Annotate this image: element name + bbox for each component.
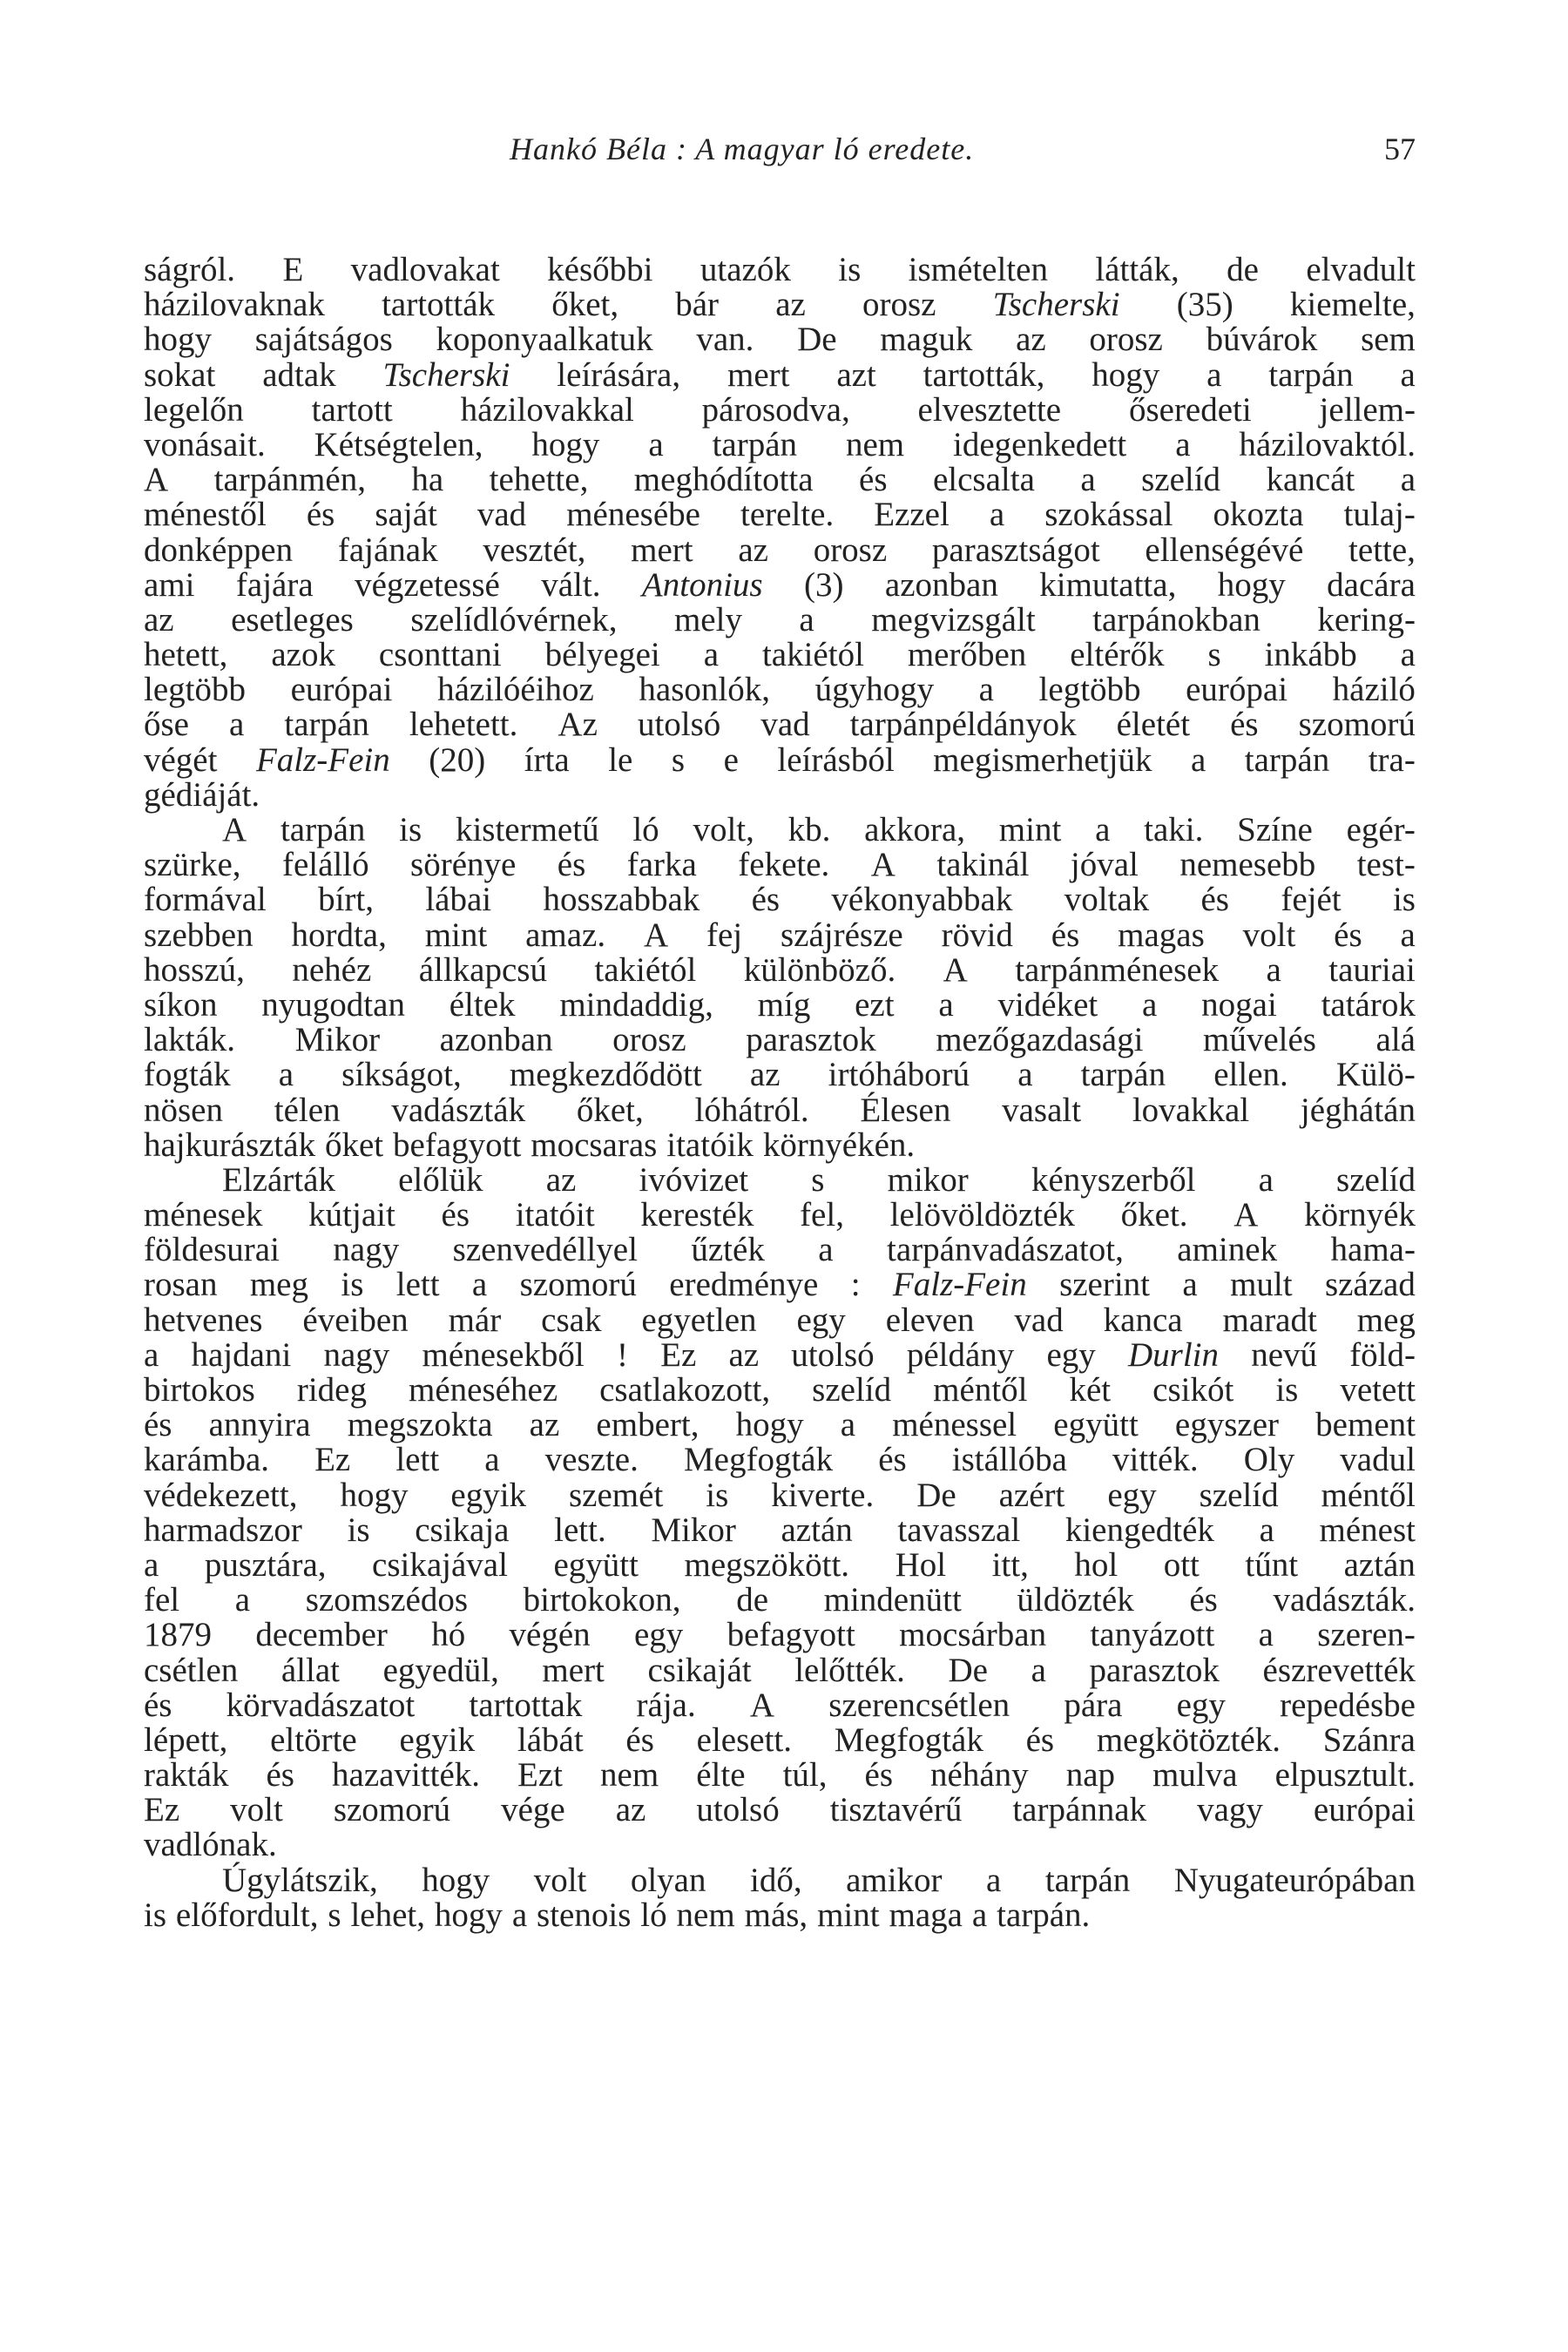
text-line: földesurai nagy szenvedéllyel űzték a tarpánvadászatot, aminek hama-: [144, 1231, 1416, 1269]
text-line: lépett, eltörte egyik lábát és elesett. Megfogták és megkötözték. Szánra: [144, 1720, 1416, 1759]
text-line: legelőn tartott házilovakkal párosodva, elvesztette őseredeti jellem-: [144, 390, 1416, 429]
text-line: a hajdani nagy ménesekből ! Ez az utolsó példány egy Durlin nevű föld-: [144, 1335, 1416, 1374]
text-line: harmadszor is csikaja lett. Mikor aztán tavasszal kiengedték a ménest: [144, 1511, 1416, 1549]
paragraph: [144, 1863, 1416, 1933]
paragraph: [144, 813, 1416, 1163]
text-line: ságról. E vadlovakat későbbi utazók is ismételten látták, de elvadult: [144, 251, 1416, 288]
text-line: síkon nyugodtan éltek mindaddig, míg ezt a vidéket a nogai tatárok: [144, 985, 1416, 1024]
page-number: 57: [1384, 132, 1416, 166]
text-line: házilovaknak tartották őket, bár az orosz Tscherski (35) kiemelte,: [144, 286, 1416, 324]
text-line: lakták. Mikor azonban orosz parasztok mezőgazdasági művelés alá: [144, 1021, 1416, 1059]
page-header: [144, 131, 1416, 174]
text-line: őse a tarpán lehetett. Az utolsó vad tarpánpéldányok életét és szomorú: [144, 706, 1416, 744]
text-line: sokat adtak Tscherski leírására, mert azt tartották, hogy a tarpán a: [144, 355, 1416, 394]
body-text: [144, 253, 1416, 1933]
text-line: is előfordult, s lehet, hogy a stenois ló nem más, mint maga a tarpán.: [144, 1896, 1091, 1934]
paragraph: [144, 253, 1416, 813]
text-line: csétlen állat egyedül, mert csikaját lelőtték. De a parasztok észrevették: [144, 1651, 1416, 1689]
text-line: vonásait. Kétségtelen, hogy a tarpán nem idegenkedett a házilovaktól.: [144, 425, 1416, 463]
text-line: legtöbb európai házilóéihoz hasonlók, úgyhogy a legtöbb európai háziló: [144, 671, 1416, 709]
paragraph: [144, 1160, 1416, 1864]
text-line: ménestől és saját vad ménesébe terelte. Ezzel a szokással okozta tulaj-: [144, 496, 1416, 534]
text-line: hogy sajátságos koponyaalkatuk van. De maguk az orosz búvárok sem: [144, 321, 1416, 359]
text-line: A tarpánmén, ha tehette, meghódította és elcsalta a szelíd kancát a: [144, 461, 1416, 499]
text-line: rosan meg is lett a szomorú eredménye : Falz-Fein szerint a mult század: [144, 1266, 1416, 1304]
text-line: hosszú, nehéz állkapcsú takiétól különböző. A tarpánménesek a tauriai: [144, 950, 1416, 989]
text-line: és körvadászatot tartottak rája. A szerencsétlen pára egy repedésbe: [144, 1686, 1416, 1724]
text-line: védekezett, hogy egyik szemét is kiverte. De azért egy szelíd méntől: [144, 1476, 1416, 1514]
text-line: rakták és hazavitték. Ezt nem élte túl, és néhány nap mulva elpusztult.: [144, 1756, 1416, 1794]
text-line: szebben hordta, mint amaz. A fej szájrésze rövid és magas volt és a: [144, 916, 1416, 954]
text-line: A tarpán is kistermetű ló volt, kb. akkora, mint a taki. Színe egér-: [222, 811, 1416, 848]
text-line: az esetleges szelídlóvérnek, mely a megvizsgált tarpánokban kering-: [144, 600, 1416, 639]
text-line: fogták a síkságot, megkezdődött az irtóháború a tarpán ellen. Külö-: [144, 1056, 1416, 1094]
text-line: formával bírt, lábai hosszabbak és vékonyabbak voltak és fejét is: [144, 881, 1416, 919]
text-line: nösen télen vadászták őket, lóhátról. Élesen vasalt lovakkal jéghátán: [144, 1091, 1416, 1129]
text-line: Úgylátszik, hogy volt olyan idő, amikor a tarpán Nyugateurópában: [222, 1861, 1416, 1899]
text-line: Elzárták előlük az ivóvizet s mikor kényszerből a szelíd: [222, 1160, 1416, 1199]
text-line: vadlónak.: [144, 1826, 277, 1864]
running-head: Hankó Béla : A magyar ló eredete.: [510, 132, 975, 166]
text-line: Ez volt szomorú vége az utolsó tisztavérű tarpánnak vagy európai: [144, 1791, 1416, 1829]
text-line: donképpen fajának vesztét, mert az orosz parasztságot ellenségévé tette,: [144, 531, 1416, 569]
text-line: szürke, felálló sörénye és farka fekete. A takinál jóval nemesebb test-: [144, 846, 1416, 884]
text-line: és annyira megszokta az embert, hogy a ménessel együtt egyszer bement: [144, 1406, 1416, 1444]
text-line: ami fajára végzetessé vált. Antonius (3) azonban kimutatta, hogy dacára: [144, 565, 1416, 604]
text-line: a pusztára, csikajával együtt megszökött. Hol itt, hol ott tűnt aztán: [144, 1545, 1416, 1584]
text-line: fel a szomszédos birtokokon, de mindenütt üldözték és vadászták.: [144, 1581, 1416, 1619]
text-line: hetett, azok csonttani bélyegei a takiétól merőben eltérők s inkább a: [144, 636, 1416, 674]
text-line: birtokos rideg méneséhez csatlakozott, szelíd méntől két csikót is vetett: [144, 1371, 1416, 1409]
text-line: hajkurászták őket befagyott mocsaras itatóik környékén.: [144, 1125, 916, 1164]
text-line: ménesek kútjait és itatóit keresték fel, lelövöldözték őket. A környék: [144, 1196, 1416, 1234]
text-line: karámba. Ez lett a veszte. Megfogták és istállóba vitték. Oly vadul: [144, 1441, 1416, 1479]
text-line: hetvenes éveiben már csak egyetlen egy eleven vad kanca maradt meg: [144, 1301, 1416, 1339]
text-line: végét Falz-Fein (20) írta le s e leírásból megismerhetjük a tarpán tra-: [144, 740, 1416, 779]
text-line: 1879 december hó végén egy befagyott mocsárban tanyázott a szeren-: [144, 1616, 1416, 1654]
text-line: gédiáját.: [144, 775, 260, 814]
